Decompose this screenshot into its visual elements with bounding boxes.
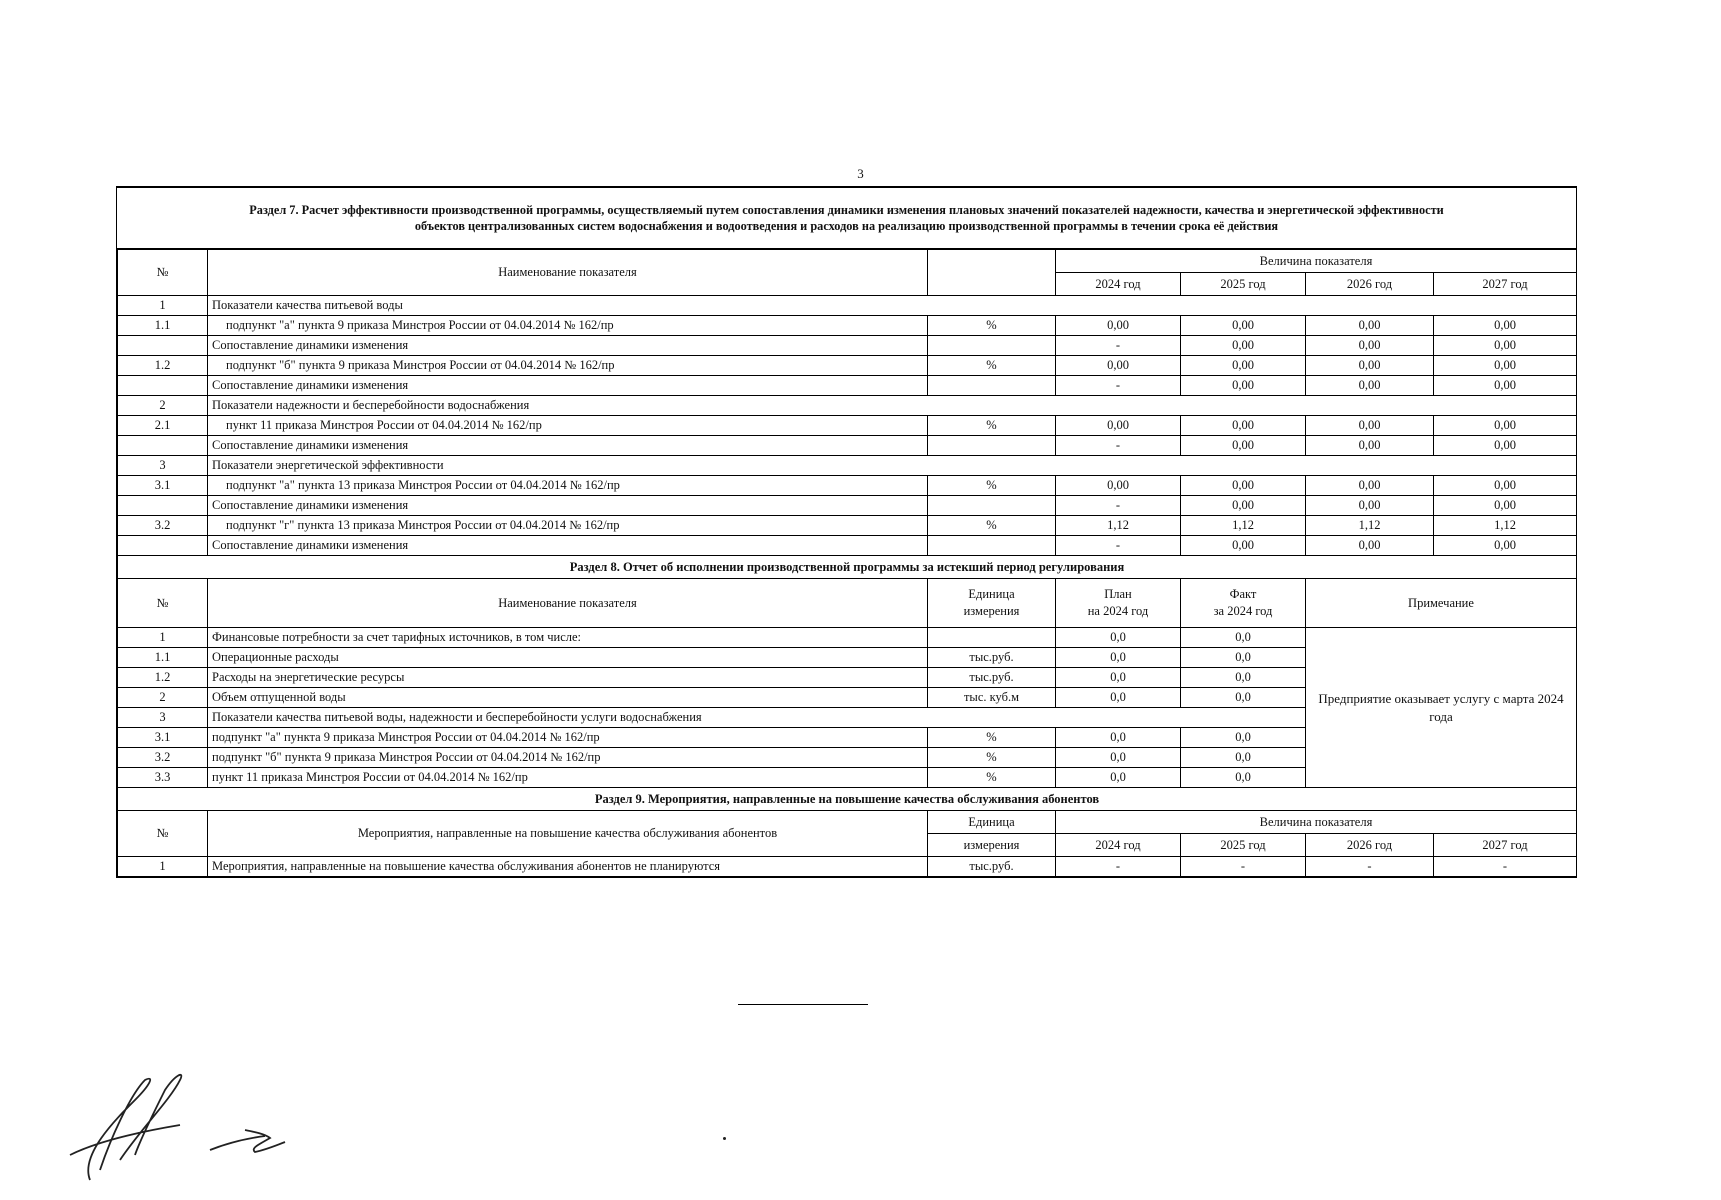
value-cell: 0,00 (1306, 496, 1434, 516)
unit-cell: % (928, 768, 1056, 788)
plan-cell: 0,0 (1056, 648, 1181, 668)
plan-header-line1: План (1104, 587, 1132, 601)
value-cell: 1,12 (1056, 516, 1181, 536)
indicator-name: подпункт "г" пункта 13 приказа Минстроя России от 04.04.2014 № 162/пр (208, 516, 928, 536)
fact-cell: 0,0 (1181, 748, 1306, 768)
unit-cell: тыс.руб. (928, 648, 1056, 668)
section8-title-row (118, 556, 1577, 579)
col-unit-header (928, 579, 1056, 628)
col-name-header: Наименование показателя (208, 250, 928, 296)
table-row (118, 336, 1577, 356)
indicator-name: Сопоставление динамики изменения (208, 376, 928, 396)
value-cell: - (1181, 857, 1306, 877)
unit-cell (928, 536, 1056, 556)
section7-title (117, 188, 1576, 249)
value-cell: 0,00 (1181, 336, 1306, 356)
row-number: 1.2 (118, 668, 208, 688)
row-number: 1 (118, 857, 208, 877)
value-cell: 0,00 (1434, 356, 1577, 376)
fact-cell: 0,0 (1181, 688, 1306, 708)
row-number: 2 (118, 688, 208, 708)
col-plan-header (1056, 579, 1181, 628)
unit-cell: % (928, 316, 1056, 336)
table-row (118, 416, 1577, 436)
section8-header-row (118, 579, 1577, 628)
col-name-header: Мероприятия, направленные на повышение качества обслуживания абонентов (208, 811, 928, 857)
value-cell: - (1056, 857, 1181, 877)
year-header: 2027 год (1434, 273, 1577, 296)
value-cell: 0,00 (1181, 536, 1306, 556)
value-cell: 0,00 (1434, 476, 1577, 496)
plan-cell: 0,0 (1056, 728, 1181, 748)
value-cell: - (1056, 496, 1181, 516)
table-row (118, 536, 1577, 556)
scan-speck (723, 1137, 726, 1140)
table-row (118, 296, 1577, 316)
value-cell: 0,00 (1434, 496, 1577, 516)
col-no-header: № (118, 811, 208, 857)
value-cell: 0,00 (1181, 496, 1306, 516)
plan-cell: 0,0 (1056, 688, 1181, 708)
value-cell: 0,00 (1306, 336, 1434, 356)
plan-cell: 0,0 (1056, 628, 1181, 648)
value-cell: 0,00 (1306, 356, 1434, 376)
table-row (118, 356, 1577, 376)
indicator-name: Операционные расходы (208, 648, 928, 668)
unit-header-line1: Единица (968, 587, 1015, 601)
page-number: 3 (857, 166, 864, 181)
section7-title-line2: объектов централизованных систем водоснабжения и водоотведения и расходов на реализацию производственной программы в течении срока её действия (414, 219, 1279, 233)
section7-title-line1: Раздел 7. Расчет эффективности производственной программы, осуществляемый путем сопоставления динамики изменения плановых значений показателей надежности, качества и энергетической эффективности (249, 203, 1444, 217)
value-cell: - (1056, 536, 1181, 556)
value-cell: 1,12 (1306, 516, 1434, 536)
table-row (118, 396, 1577, 416)
indicator-name: Финансовые потребности за счет тарифных источников, в том числе: (208, 628, 928, 648)
value-cell: 0,00 (1181, 376, 1306, 396)
value-cell: - (1056, 336, 1181, 356)
value-cell: 0,00 (1306, 476, 1434, 496)
group-name: Показатели качества питьевой воды (208, 296, 1577, 316)
value-cell: 0,00 (1434, 416, 1577, 436)
fact-cell: 0,0 (1181, 648, 1306, 668)
indicator-name: Сопоставление динамики изменения (208, 536, 928, 556)
value-cell: 0,00 (1434, 436, 1577, 456)
value-cell: - (1306, 857, 1434, 877)
row-number: 3 (118, 708, 208, 728)
row-number: 1.1 (118, 316, 208, 336)
row-number: 2.1 (118, 416, 208, 436)
plan-cell: 0,0 (1056, 668, 1181, 688)
indicator-name: подпункт "а" пункта 9 приказа Минстроя России от 04.04.2014 № 162/пр (208, 728, 928, 748)
unit-cell: % (928, 416, 1056, 436)
indicator-name: подпункт "а" пункта 13 приказа Минстроя России от 04.04.2014 № 162/пр (208, 476, 928, 496)
row-number: 3 (118, 456, 208, 476)
signature-image (60, 1060, 320, 1190)
unit-cell: % (928, 728, 1056, 748)
unit-cell: тыс.руб. (928, 857, 1056, 877)
value-cell: 0,00 (1056, 476, 1181, 496)
col-no-header: № (118, 250, 208, 296)
row-number: 1 (118, 628, 208, 648)
col-unit-header-line1: Единица (928, 811, 1056, 834)
fact-header-line2: за 2024 год (1213, 604, 1273, 618)
year-header: 2024 год (1056, 834, 1181, 857)
row-number: 1.2 (118, 356, 208, 376)
indicator-name: подпункт "б" пункта 9 приказа Минстроя России от 04.04.2014 № 162/пр (208, 356, 928, 376)
section9-title-row (118, 788, 1577, 811)
table-row (118, 516, 1577, 536)
indicator-name: подпункт "б" пункта 9 приказа Минстроя России от 04.04.2014 № 162/пр (208, 748, 928, 768)
year-header: 2024 год (1056, 273, 1181, 296)
indicator-name: Объем отпущенной воды (208, 688, 928, 708)
note-cell: Предприятие оказывает услугу с марта 2024 года (1306, 628, 1577, 788)
unit-cell (928, 436, 1056, 456)
value-cell: 0,00 (1306, 316, 1434, 336)
row-number (118, 376, 208, 396)
section8-title: Раздел 8. Отчет об исполнении производственной программы за истекший период регулирования (118, 556, 1577, 579)
row-number: 3.1 (118, 728, 208, 748)
indicator-name: подпункт "а" пункта 9 приказа Минстроя России от 04.04.2014 № 162/пр (208, 316, 928, 336)
unit-cell: % (928, 476, 1056, 496)
table-row (118, 476, 1577, 496)
fact-cell: 0,0 (1181, 668, 1306, 688)
row-number: 3.2 (118, 516, 208, 536)
year-header: 2027 год (1434, 834, 1577, 857)
unit-cell (928, 376, 1056, 396)
unit-cell: % (928, 356, 1056, 376)
col-unit-header (928, 250, 1056, 296)
col-name-header: Наименование показателя (208, 579, 928, 628)
group-name: Показатели качества питьевой воды, надежности и бесперебойности услуги водоснабжения (208, 708, 1306, 728)
row-number (118, 536, 208, 556)
value-cell: 0,00 (1434, 376, 1577, 396)
col-unit-header-line2: измерения (928, 834, 1056, 857)
unit-cell: % (928, 748, 1056, 768)
table-row (118, 456, 1577, 476)
unit-cell (928, 336, 1056, 356)
section9-header-row-1 (118, 811, 1577, 834)
table-row (118, 316, 1577, 336)
value-cell: 1,12 (1181, 516, 1306, 536)
plan-cell: 0,0 (1056, 748, 1181, 768)
indicator-name: Расходы на энергетические ресурсы (208, 668, 928, 688)
value-cell: 0,00 (1181, 476, 1306, 496)
group-name: Показатели энергетической эффективности (208, 456, 1577, 476)
unit-header-line2: измерения (963, 604, 1020, 618)
main-table (117, 249, 1577, 877)
year-header: 2025 год (1181, 273, 1306, 296)
col-value-header: Величина показателя (1056, 250, 1577, 273)
value-cell: - (1434, 857, 1577, 877)
col-note-header: Примечание (1306, 579, 1577, 628)
table-row (118, 436, 1577, 456)
row-number: 1.1 (118, 648, 208, 668)
row-number: 3.3 (118, 768, 208, 788)
table-row (118, 628, 1577, 648)
unit-cell (928, 496, 1056, 516)
plan-cell: 0,0 (1056, 768, 1181, 788)
year-header: 2026 год (1306, 834, 1434, 857)
table-row (118, 496, 1577, 516)
table-row (118, 376, 1577, 396)
value-cell: 0,00 (1056, 356, 1181, 376)
value-cell: 1,12 (1434, 516, 1577, 536)
indicator-name: Сопоставление динамики изменения (208, 436, 928, 456)
section7-header-row-1 (118, 250, 1577, 273)
row-number: 3.2 (118, 748, 208, 768)
value-cell: 0,00 (1306, 416, 1434, 436)
value-cell: - (1056, 376, 1181, 396)
row-number (118, 336, 208, 356)
row-number: 3.1 (118, 476, 208, 496)
value-cell: 0,00 (1306, 376, 1434, 396)
year-header: 2025 год (1181, 834, 1306, 857)
section9-title: Раздел 9. Мероприятия, направленные на повышение качества обслуживания абонентов (118, 788, 1577, 811)
value-cell: 0,00 (1056, 416, 1181, 436)
fact-cell: 0,0 (1181, 728, 1306, 748)
row-number (118, 436, 208, 456)
value-cell: 0,00 (1434, 536, 1577, 556)
value-cell: 0,00 (1181, 416, 1306, 436)
value-cell: 0,00 (1306, 436, 1434, 456)
fact-cell: 0,0 (1181, 768, 1306, 788)
plan-header-line2: на 2024 год (1087, 604, 1149, 618)
indicator-name: пункт 11 приказа Минстроя России от 04.04.2014 № 162/пр (208, 768, 928, 788)
row-number: 1 (118, 296, 208, 316)
row-number (118, 496, 208, 516)
fact-header-line1: Факт (1229, 587, 1257, 601)
year-header: 2026 год (1306, 273, 1434, 296)
group-name: Показатели надежности и бесперебойности водоснабжения (208, 396, 1577, 416)
value-cell: 0,00 (1434, 316, 1577, 336)
measure-name: Мероприятия, направленные на повышение качества обслуживания абонентов не планируются (208, 857, 928, 877)
value-cell: 0,00 (1434, 336, 1577, 356)
indicator-name: Сопоставление динамики изменения (208, 336, 928, 356)
bottom-rule (738, 1004, 868, 1005)
col-fact-header (1181, 579, 1306, 628)
value-cell: 0,00 (1306, 536, 1434, 556)
indicator-name: Сопоставление динамики изменения (208, 496, 928, 516)
fact-cell: 0,0 (1181, 628, 1306, 648)
table-row (118, 857, 1577, 877)
indicator-name: пункт 11 приказа Минстроя России от 04.04.2014 № 162/пр (208, 416, 928, 436)
col-no-header: № (118, 579, 208, 628)
unit-cell: тыс. куб.м (928, 688, 1056, 708)
value-cell: 0,00 (1056, 316, 1181, 336)
unit-cell: % (928, 516, 1056, 536)
value-cell: 0,00 (1181, 356, 1306, 376)
value-cell: - (1056, 436, 1181, 456)
col-value-header: Величина показателя (1056, 811, 1577, 834)
value-cell: 0,00 (1181, 436, 1306, 456)
document-frame (116, 186, 1577, 878)
unit-cell: тыс.руб. (928, 668, 1056, 688)
value-cell: 0,00 (1181, 316, 1306, 336)
row-number: 2 (118, 396, 208, 416)
unit-cell (928, 628, 1056, 648)
